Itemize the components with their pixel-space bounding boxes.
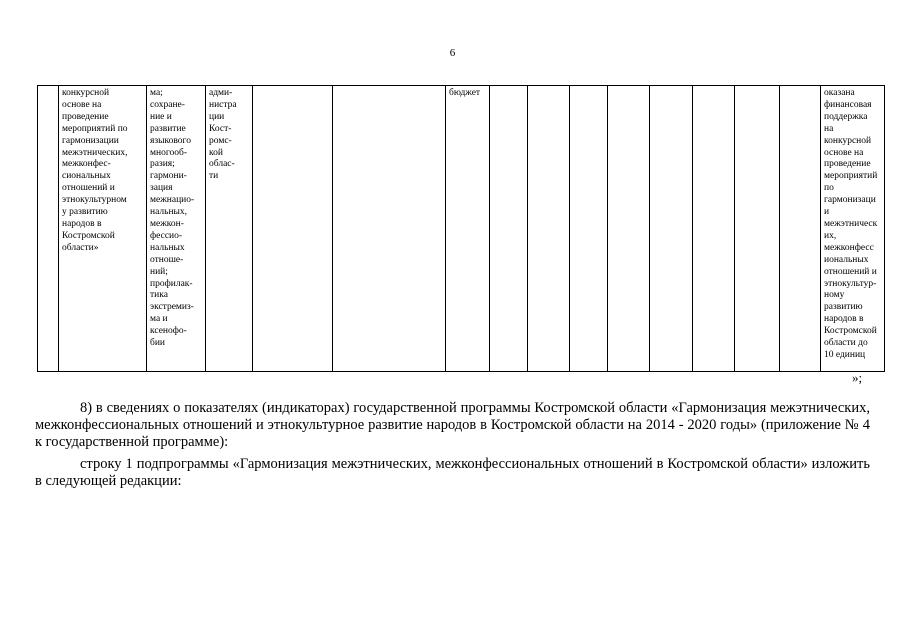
- cell-line: отношений и: [824, 266, 877, 277]
- cell-result: [821, 86, 885, 372]
- cell-line: сиональных: [62, 171, 111, 182]
- cell-line: экстремиз-: [150, 302, 194, 313]
- cell-empty-1: [253, 86, 333, 372]
- cell-line: развитию: [824, 302, 863, 313]
- cell-line: народов в: [824, 314, 864, 325]
- cell-line: межнацио-: [150, 195, 195, 206]
- cell-line: Кост-: [209, 123, 232, 134]
- cell-line: ний;: [150, 266, 168, 277]
- cell-line: межконфесс: [824, 242, 874, 253]
- cell-line: фессио-: [150, 230, 183, 241]
- cell-line: гармонизаци: [824, 195, 876, 206]
- cell-line: на: [824, 123, 834, 134]
- cell-line: сохране-: [150, 99, 185, 110]
- cell-line: иональных: [824, 254, 869, 265]
- cell-line: оказана: [824, 88, 855, 98]
- closing-quote: »;: [852, 370, 863, 385]
- table-row: [38, 86, 885, 372]
- cell-line: ции: [209, 111, 225, 122]
- paragraph-indicators: 8) в сведениях о показателях (индикаторах) государственной программы Костромской области «Гармонизация межэтнических, межконфессиональных отношений и этнокультурное развитие народов в Костромской области на 2014 - 2020 годы» (приложение № 4 к государственной программе):: [35, 399, 870, 450]
- program-table-fragment: [37, 85, 885, 372]
- cell-line: по: [824, 183, 834, 194]
- cell-line: ма;: [150, 88, 163, 98]
- cell-line: бии: [150, 338, 166, 349]
- cell-line: их,: [824, 230, 837, 241]
- cell-line: межэтническ: [824, 218, 878, 229]
- cell-line: нистра: [209, 99, 237, 110]
- cell-line: разия;: [150, 159, 175, 170]
- cell-line: нальных: [150, 242, 185, 253]
- cell-line: 10 единиц: [824, 349, 866, 360]
- cell-line: гармони-: [150, 171, 187, 182]
- cell-line: этнокультур-: [824, 278, 877, 289]
- cell-line: поддержка: [824, 111, 868, 122]
- cell-goal: [147, 86, 206, 372]
- cell-line: этнокультурном: [62, 195, 127, 206]
- cell-line: межэтнических,: [62, 147, 128, 158]
- page-number: 6: [449, 47, 456, 59]
- cell-empty-4: [528, 86, 570, 372]
- cell-line: языкового: [150, 135, 191, 146]
- cell-line: области до: [824, 338, 868, 349]
- cell-line: проведение: [62, 111, 109, 122]
- cell-line: ному: [824, 290, 845, 301]
- cell-line: ние и: [150, 111, 172, 122]
- cell-line: Костромской: [824, 326, 877, 337]
- cell-line: ксенофо-: [150, 326, 187, 337]
- paragraph-subprogram-row: строку 1 подпрограммы «Гармонизация межэтнических, межконфессиональных отношений в Костромской области» изложить в следующей редакции:: [35, 455, 870, 489]
- cell-line: облас-: [209, 159, 235, 170]
- cell-empty-2: [333, 86, 446, 372]
- cell-line: конкурсной: [62, 88, 110, 98]
- cell-line: нальных,: [150, 207, 188, 218]
- cell-empty-5: [570, 86, 608, 372]
- cell-empty-9: [735, 86, 780, 372]
- cell-line: развитие: [150, 123, 186, 134]
- cell-line: мероприятий по: [62, 123, 128, 134]
- cell-line: основе на: [62, 99, 102, 110]
- cell-line: и: [824, 207, 830, 218]
- cell-line: адми-: [209, 88, 233, 98]
- cell-line: финансовая: [824, 99, 872, 110]
- program-table: [37, 85, 885, 372]
- cell-source: бюджет: [446, 86, 490, 372]
- cell-line: многооб-: [150, 147, 188, 158]
- cell-line: конкурсной: [824, 135, 872, 146]
- cell-line: отноше-: [150, 254, 184, 265]
- cell-line: ти: [209, 171, 219, 182]
- cell-line: у развитию: [62, 207, 108, 218]
- cell-line: отношений и: [62, 183, 115, 194]
- cell-line: народов в: [62, 218, 102, 229]
- cell-line: ма и: [150, 314, 168, 325]
- cell-empty-6: [608, 86, 650, 372]
- cell-line: кой: [209, 147, 223, 158]
- cell-empty-7: [650, 86, 693, 372]
- cell-line: межкон-: [150, 218, 184, 229]
- cell-line: основе на: [824, 147, 864, 158]
- cell-line: зация: [150, 183, 173, 194]
- cell-line: профилак-: [150, 278, 193, 289]
- cell-line: области»: [62, 242, 99, 253]
- cell-line: межконфес-: [62, 159, 111, 170]
- cell-event: [59, 86, 147, 372]
- cell-line: тика: [150, 290, 168, 301]
- cell-line: ромс-: [209, 135, 232, 146]
- cell-empty-8: [693, 86, 735, 372]
- cell-empty-10: [780, 86, 821, 372]
- cell-number: [38, 86, 59, 372]
- cell-line: проведение: [824, 159, 871, 170]
- cell-line: мероприятий: [824, 171, 878, 182]
- cell-line: Костромской: [62, 230, 115, 241]
- cell-line: гармонизации: [62, 135, 119, 146]
- cell-empty-3: [490, 86, 528, 372]
- cell-executor: [206, 86, 253, 372]
